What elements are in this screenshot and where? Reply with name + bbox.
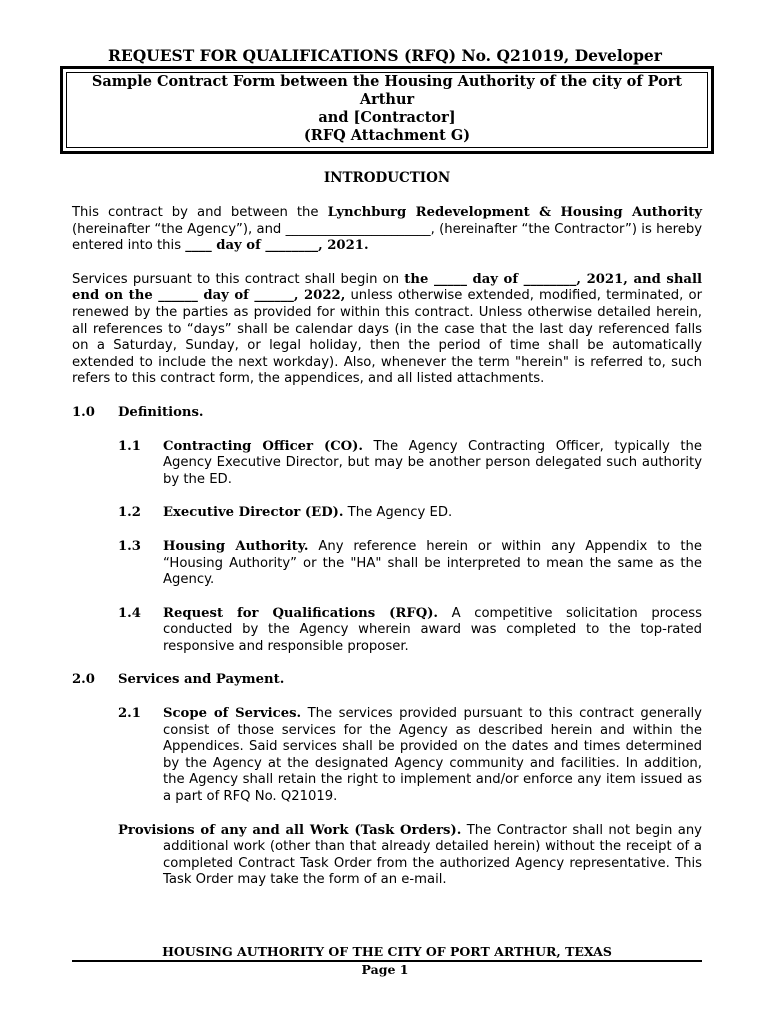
intro-paragraph-2 <box>72 272 702 388</box>
intro-p2-text-1: Services pursuant to this contract shall begin on <box>72 271 405 287</box>
service-period-blanks: the _____ day of ________, 2021, and shall end on the ______ day of ______, 2022, <box>72 271 703 304</box>
section-heading <box>72 672 702 689</box>
subsection-title: Executive Director (ED). <box>163 505 344 521</box>
title-text <box>83 73 691 145</box>
intro-p2-text-2: unless otherwise extended, modified, terminated, or renewed by the parties as provided for within this contract. Unless otherwise detailed herein, all references to “days” shall be calendar days (in the case that the last day referenced falls on a Saturday, Sunday, or legal holiday, then the period of time shall be automatically extended to include the next workday). Also, whenever the term "herein" is referred to, such refers to this contract form, the appendices, and all listed attachments. <box>72 288 702 387</box>
intro-p1-text-2: (hereinafter “the Agency”), and ______________________, (hereinafter “the Contractor”) is hereby entered into this <box>72 221 702 254</box>
page-footer: HOUSING AUTHORITY OF THE CITY OF PORT ARTHUR, TEXAS <box>162 944 612 959</box>
subsection-number: 1.2 <box>118 505 141 521</box>
subsection-text: The Agency Contracting Officer, typically the Agency Executive Director, but may be another person delegated such authority by the ED. <box>163 438 702 487</box>
provisions-paragraph <box>72 823 702 889</box>
introduction-heading: INTRODUCTION <box>323 170 451 186</box>
title-box <box>60 66 714 154</box>
subsection-text: The services provided pursuant to this contract generally consist of those services for the Agency as described herein and within the Appendices. Said services shall be provided on the dates and times determined by the Agency at the designated Agency community and facilities. In addition, the Agency shall retain the right to implement and/or enforce any item issued as a part of RFQ No. Q21019. <box>163 706 702 805</box>
section-number: 2.0 <box>72 672 95 688</box>
subsection-text: The Agency ED. <box>343 505 453 521</box>
subsection-title: Request for Qualifications (RFQ). <box>163 605 439 621</box>
document-header: REQUEST FOR QUALIFICATIONS (RFQ) No. Q21019, Developer <box>108 46 662 65</box>
subsection <box>72 539 702 589</box>
subsection-number: 2.1 <box>118 706 141 722</box>
intro-paragraph-1 <box>72 205 702 255</box>
subsection-number: 1.3 <box>118 538 141 554</box>
agency-name: Lynchburg Redevelopment & Housing Authority <box>327 205 702 220</box>
section-title: Definitions. <box>118 404 204 420</box>
subsection <box>72 706 702 806</box>
subsection-title: Housing Authority. <box>163 538 309 554</box>
title-line-3: and [Contractor] <box>318 109 456 126</box>
subsection <box>72 606 702 656</box>
subsection-text: Any reference herein or within any Appendix to the “Housing Authority” or the "HA" shall be interpreted to mean the same as the Agency. <box>163 538 703 588</box>
document-body <box>72 170 702 906</box>
page-number: Page 1 <box>361 962 409 977</box>
title-line-1: Sample Contract Form between the Housing Authority of the city of Port <box>91 73 683 90</box>
title-line-2: Arthur <box>359 91 415 108</box>
section-number: 1.0 <box>72 404 95 420</box>
section-heading <box>72 405 702 422</box>
contract-date-blank: ____ day of ________, 2021. <box>185 238 369 254</box>
subsection-title: Scope of Services. <box>163 706 302 722</box>
subsection <box>72 505 702 522</box>
subsection-number: 1.1 <box>118 438 141 454</box>
section-title: Services and Payment. <box>118 672 285 688</box>
title-line-4: (RFQ Attachment G) <box>303 127 471 144</box>
provisions-text: The Contractor shall not begin any additional work (other than that already detailed herein) without the receipt of a completed Contract Task Order from the authorized Agency representative. This Task Order may take the form of an e-mail. <box>163 822 702 888</box>
subsection-number: 1.4 <box>118 605 141 621</box>
subsection-text: A competitive solicitation process conducted by the Agency wherein award was completed to the top-rated responsive and responsible proposer. <box>163 605 702 654</box>
subsection-title: Contracting Officer (CO). <box>163 438 364 454</box>
subsection <box>72 439 702 489</box>
provisions-title: Provisions of any and all Work (Task Orders). <box>118 822 462 838</box>
intro-p1-text-1: This contract by and between the <box>72 205 328 220</box>
